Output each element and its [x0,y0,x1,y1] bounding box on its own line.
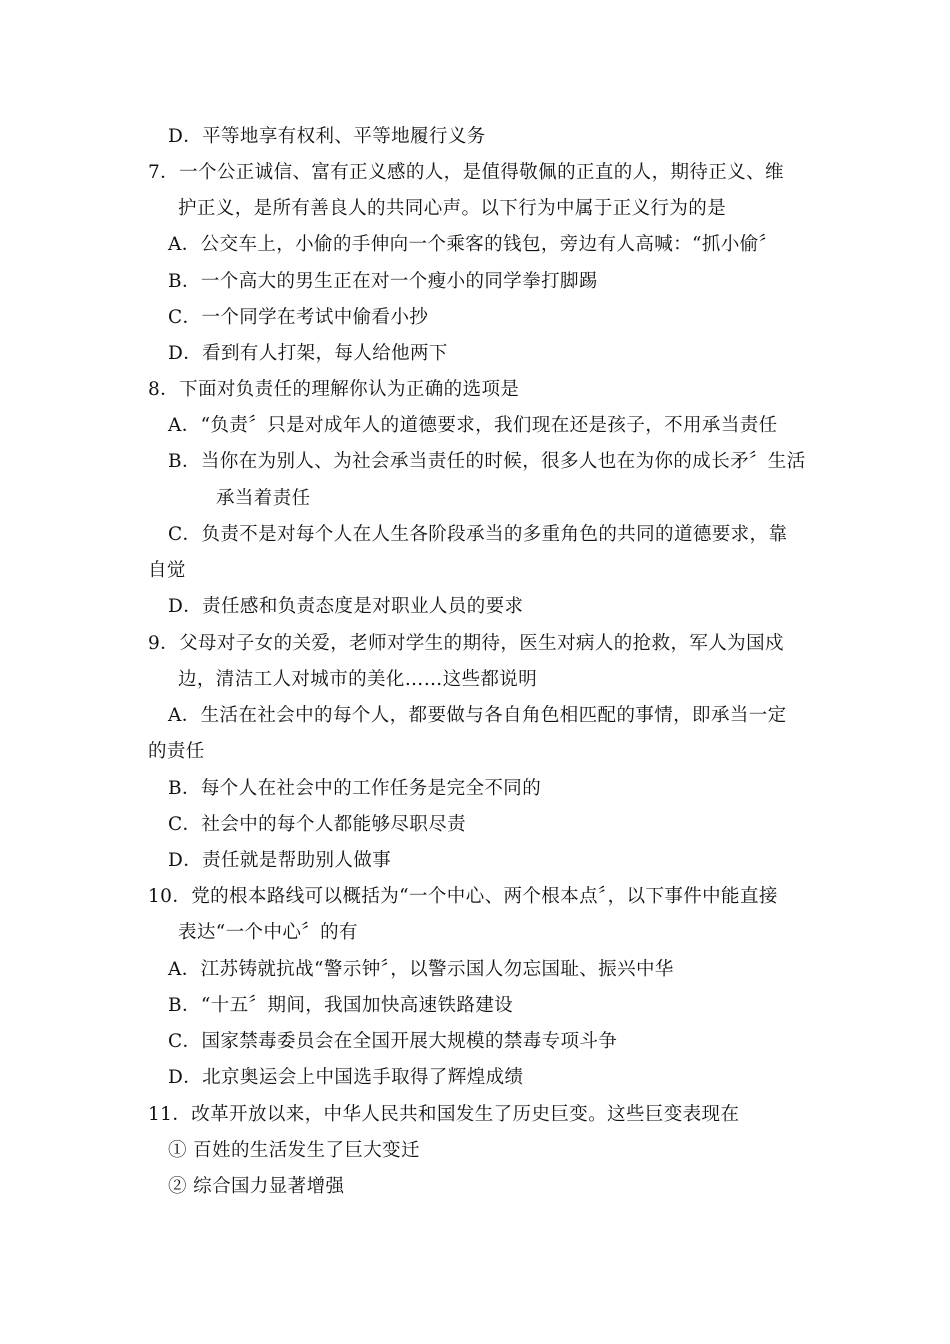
q10-option-a: A．江苏铸就抗战“警示钟〞，以警示国人勿忘国耻、振兴中华 [168,959,674,980]
q7-option-d: D．看到有人打架，每人给他两下 [168,343,448,364]
q10-stem-cont: 表达“一个中心〞的有 [178,922,358,943]
q9-option-c: C．社会中的每个人都能够尽职尽责 [168,814,467,835]
q9-option-a: A．生活在社会中的每个人，都要做与各自角色相匹配的事情，即承当一定 [168,705,787,726]
q11-item-2: ② 综合国力显著增强 [168,1176,345,1197]
q9-option-b: B．每个人在社会中的工作任务是完全不同的 [168,778,542,799]
q7-stem-cont: 护正义，是所有善良人的共同心声。以下行为中属于正义行为的是 [178,198,727,219]
q10-stem: 10．党的根本路线可以概括为“一个中心、两个根本点〞，以下事件中能直接 [148,886,778,907]
q10-option-b: B．“十五〞期间，我国加快高速铁路建设 [168,995,514,1016]
q7-option-a: A．公交车上，小偷的手伸向一个乘客的钱包，旁边有人高喊：“抓小偷〞 [168,234,778,255]
q9-option-d: D．责任就是帮助别人做事 [168,850,392,871]
q9-stem: 9．父母对子女的关爱，老师对学生的期待，医生对病人的抢救，军人为国戍 [148,633,784,654]
q11-stem: 11．改革开放以来，中华人民共和国发生了历史巨变。这些巨变表现在 [148,1104,740,1125]
q7-stem: 7．一个公正诚信、富有正义感的人，是值得敬佩的正直的人，期待正义、维 [148,162,784,183]
q8-stem: 8．下面对负责任的理解你认为正确的选项是 [148,379,520,400]
q9-option-a-cont: 的责任 [148,741,205,762]
q10-option-c: C．国家禁毒委员会在全国开展大规模的禁毒专项斗争 [168,1031,618,1052]
q7-option-c: C．一个同学在考试中偷看小抄 [168,307,429,328]
q8-option-c-cont: 自觉 [148,560,186,581]
q8-option-b: B．当你在为别人、为社会承当责任的时候，很多人也在为你的成长矛〞生活 [168,451,806,472]
q8-option-c: C．负责不是对每个人在人生各阶段承当的多重角色的共同的道德要求，靠 [168,524,788,545]
q8-option-d: D．责任感和负责态度是对职业人员的要求 [168,596,524,617]
q11-item-1: ① 百姓的生活发生了巨大变迁 [168,1140,420,1161]
q10-option-d: D．北京奥运会上中国选手取得了辉煌成绩 [168,1067,524,1088]
q8-option-a: A．“负责〞只是对成年人的道德要求，我们现在还是孩子，不用承当责任 [168,415,778,436]
q7-option-b: B．一个高大的男生正在对一个瘦小的同学拳打脚踢 [168,271,598,292]
q9-stem-cont: 边，清洁工人对城市的美化……这些都说明 [178,669,538,690]
q6-option-d: D．平等地享有权利、平等地履行义务 [168,126,486,147]
q8-option-b-cont: 承当着责任 [216,488,311,509]
